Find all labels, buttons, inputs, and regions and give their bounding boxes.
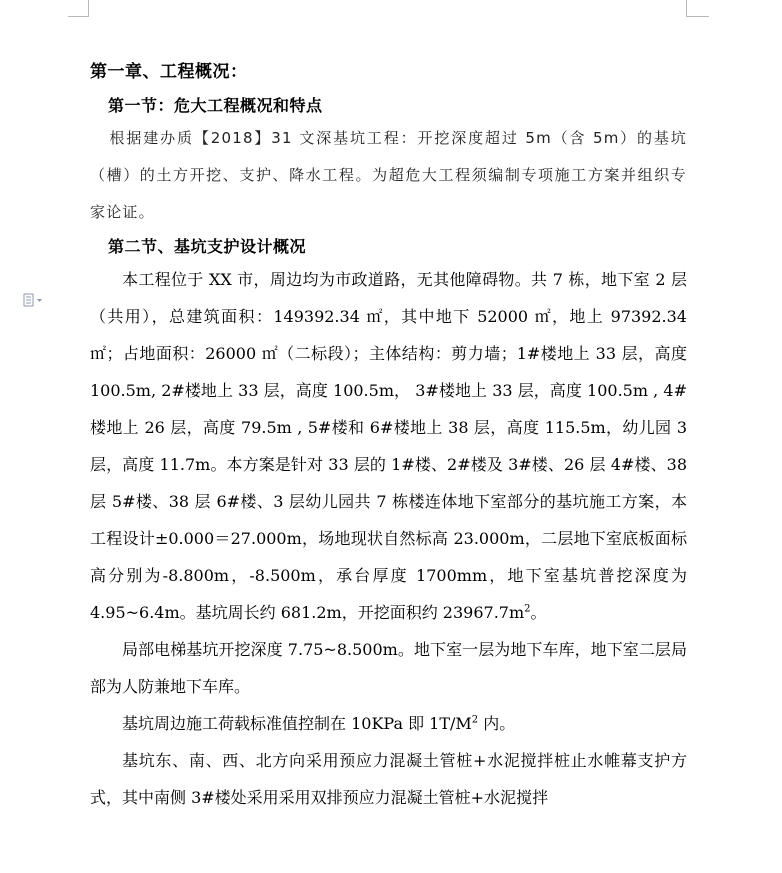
section1-title: 第一节：危大工程概况和特点 [108, 96, 323, 115]
section2-paragraph-2: 局部电梯基坑开挖深度 7.75~8.500m。地下室一层为地下车库，地下室二层局部为人防兼地下车库。 [90, 640, 687, 696]
section2-paragraph-4: 基坑东、南、西、北方向采用预应力混凝土管桩+水泥搅拌桩止水帷幕支护方式，其中南侧 3#楼处采用采用双排预应力混凝土管桩+水泥搅拌 [90, 751, 687, 807]
section2-paragraph-3-end: 内。 [478, 714, 516, 733]
section2-title: 第二节、基坑支护设计概况 [108, 237, 307, 256]
section2-paragraph-1-text: 本工程位于 XX 市，周边均为市政道路，无其他障碍物。共 7 栋，地下室 2 层（共用），总建筑面积：149392.34 ㎡，其中地下 52000 ㎡，地上 97392.34 ㎡；占地面积：26000 ㎡（二标段）；主体结构：剪力墙；1#楼地上 33 层，高度 100.5m, 2#楼地上 33 层，高度 100.5m， 3#楼地上 33 层，高度 100.5m , 4#楼地上 26 层，高度 79.5m , 5#楼和 6#楼地上 38 层，高度 115.5m，幼儿园 3 层，高度 11.7m。本方案是针对 33 层的 1#楼、2#楼及 3#楼、26 层 4#楼、38 层 5#楼、38 层 6#楼、3 层幼儿园共 7 栋楼连体地下室部分的基坑施工方案，本工程设计±0.000＝27.000m，场地现状自然标高 23.000m，二层地下室底板面标高分别为-8.800m，-8.500m，承台厚度 1700mm，地下室基坑普挖深度为 4.95~6.4m。基坑周长约 681.2m，开挖面积约 23967.7m [90, 270, 687, 622]
section2-paragraph-1 [90, 261, 687, 631]
superscript-2: 2 [524, 603, 531, 615]
superscript-2b: 2 [471, 714, 479, 726]
section2-paragraph-1-end: 。 [530, 603, 547, 622]
page-corner-mark-top-left [68, 0, 89, 17]
section2-paragraph-3-text: 基坑周边施工荷载标准值控制在 10KPa 即 1T/M [122, 714, 472, 733]
page-corner-mark-top-right [686, 0, 709, 17]
chapter-title: 第一章、工程概况： [90, 62, 248, 82]
section2-paragraph-3 [90, 705, 687, 742]
section1-paragraph: 根据建办质【2018】31 文深基坑工程：开挖深度超过 5m（含 5m）的基坑（槽）的土方开挖、支护、降水工程。为超危大工程须编制专项施工方案并组织专家论证。 [90, 129, 687, 221]
document-page [90, 58, 687, 816]
paragraph-options-icon[interactable] [22, 293, 46, 309]
